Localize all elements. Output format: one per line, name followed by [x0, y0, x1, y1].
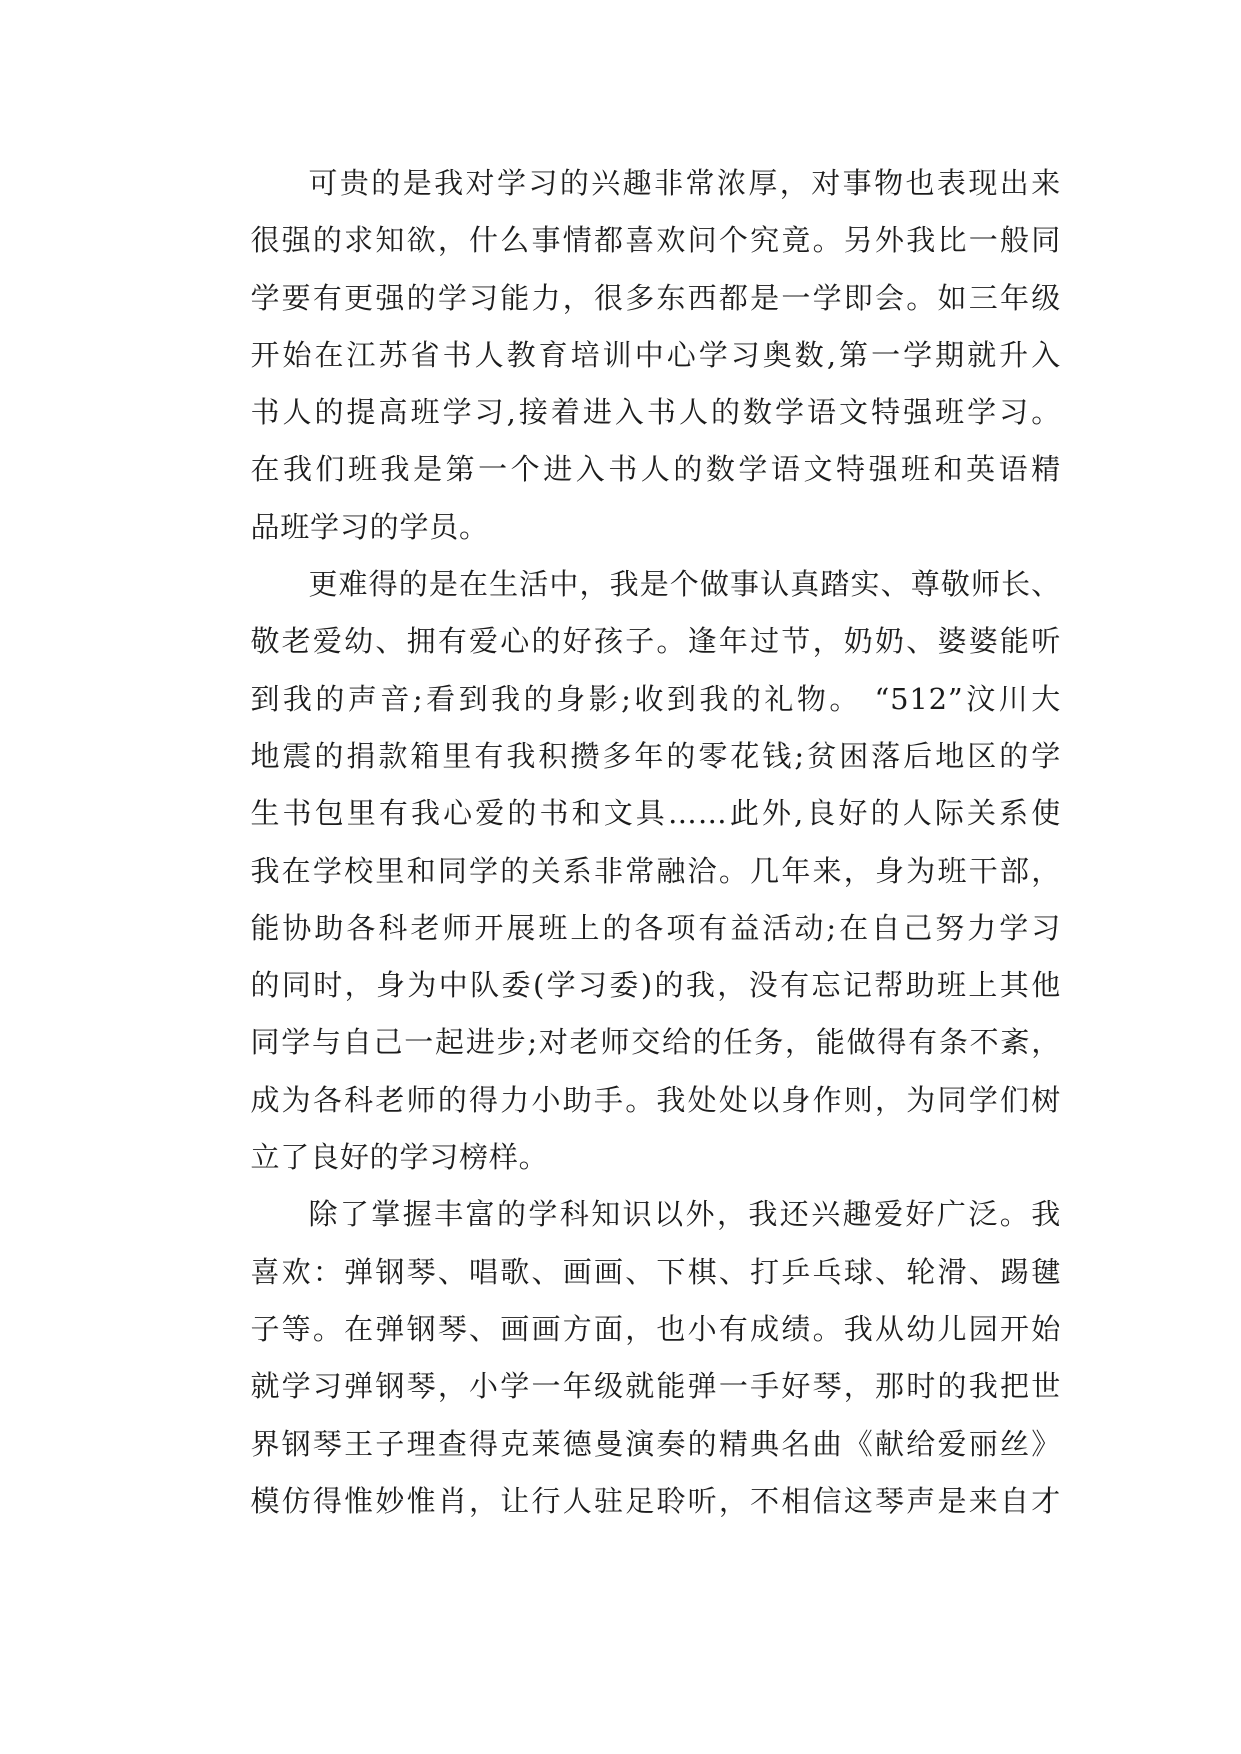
- text-line: 学要有更强的学习能力，很多东西都是一学即会。如三年级: [250, 280, 1061, 315]
- text-line: 在我们班我是第一个进入书人的数学语文特强班和英语精: [250, 452, 1061, 487]
- paragraph-2: [191, 556, 1061, 1186]
- paragraph-1: [191, 155, 1061, 556]
- text-line: 可贵的是我对学习的兴趣非常浓厚，对事物也表现出来: [308, 166, 1061, 200]
- text-line: 界钢琴王子理查得克莱德曼演奏的精典名曲《献给爱丽丝》: [250, 1426, 1061, 1461]
- text-line: 更难得的是在生活中，我是个做事认真踏实、尊敬师长、: [308, 567, 1061, 602]
- text-line: 生书包里有我心爱的书和文具……此外,良好的人际关系使: [250, 796, 1061, 831]
- text-line: 模仿得惟妙惟肖，让行人驻足聆听，不相信这琴声是来自才: [250, 1483, 1061, 1518]
- text-line: 很强的求知欲，什么事情都喜欢问个究竟。另外我比一般同: [250, 223, 1061, 258]
- text-line: 子等。在弹钢琴、画画方面，也小有成绩。我从幼儿园开始: [250, 1311, 1061, 1346]
- text-line: 地震的捐款箱里有我积攒多年的零花钱;贫困落后地区的学: [250, 738, 1061, 773]
- paragraph-3: [191, 1186, 1061, 1530]
- text-line: 同学与自己一起进步;对老师交给的任务，能做得有条不紊，: [250, 1025, 1061, 1060]
- text-line: 喜欢：弹钢琴、唱歌、画画、下棋、打乒乓球、轮滑、踢毽: [250, 1254, 1061, 1289]
- text-line: 书人的提高班学习,接着进入书人的数学语文特强班学习。: [250, 395, 1061, 430]
- text-line: 的同时，身为中队委(学习委)的我，没有忘记帮助班上其他: [250, 968, 1061, 1003]
- text-line: 我在学校里和同学的关系非常融洽。几年来，身为班干部，: [250, 853, 1061, 888]
- document-body: [191, 155, 1061, 1530]
- text-line: 立了良好的学习榜样。: [250, 1140, 549, 1175]
- text-line: 就学习弹钢琴，小学一年级就能弹一手好琴，那时的我把世: [250, 1369, 1061, 1404]
- text-line: 敬老爱幼、拥有爱心的好孩子。逢年过节，奶奶、婆婆能听: [250, 624, 1061, 659]
- text-line: 到我的声音;看到我的身影;收到我的礼物。 “512”汶川大: [250, 681, 1061, 716]
- text-line: 成为各科老师的得力小助手。我处处以身作则，为同学们树: [250, 1082, 1061, 1117]
- text-line: 品班学习的学员。: [250, 509, 489, 544]
- text-line: 除了掌握丰富的学科知识以外，我还兴趣爱好广泛。我: [308, 1197, 1061, 1232]
- text-line: 能协助各科老师开展班上的各项有益活动;在自己努力学习: [250, 910, 1061, 945]
- text-line: 开始在江苏省书人教育培训中心学习奥数,第一学期就升入: [250, 337, 1061, 372]
